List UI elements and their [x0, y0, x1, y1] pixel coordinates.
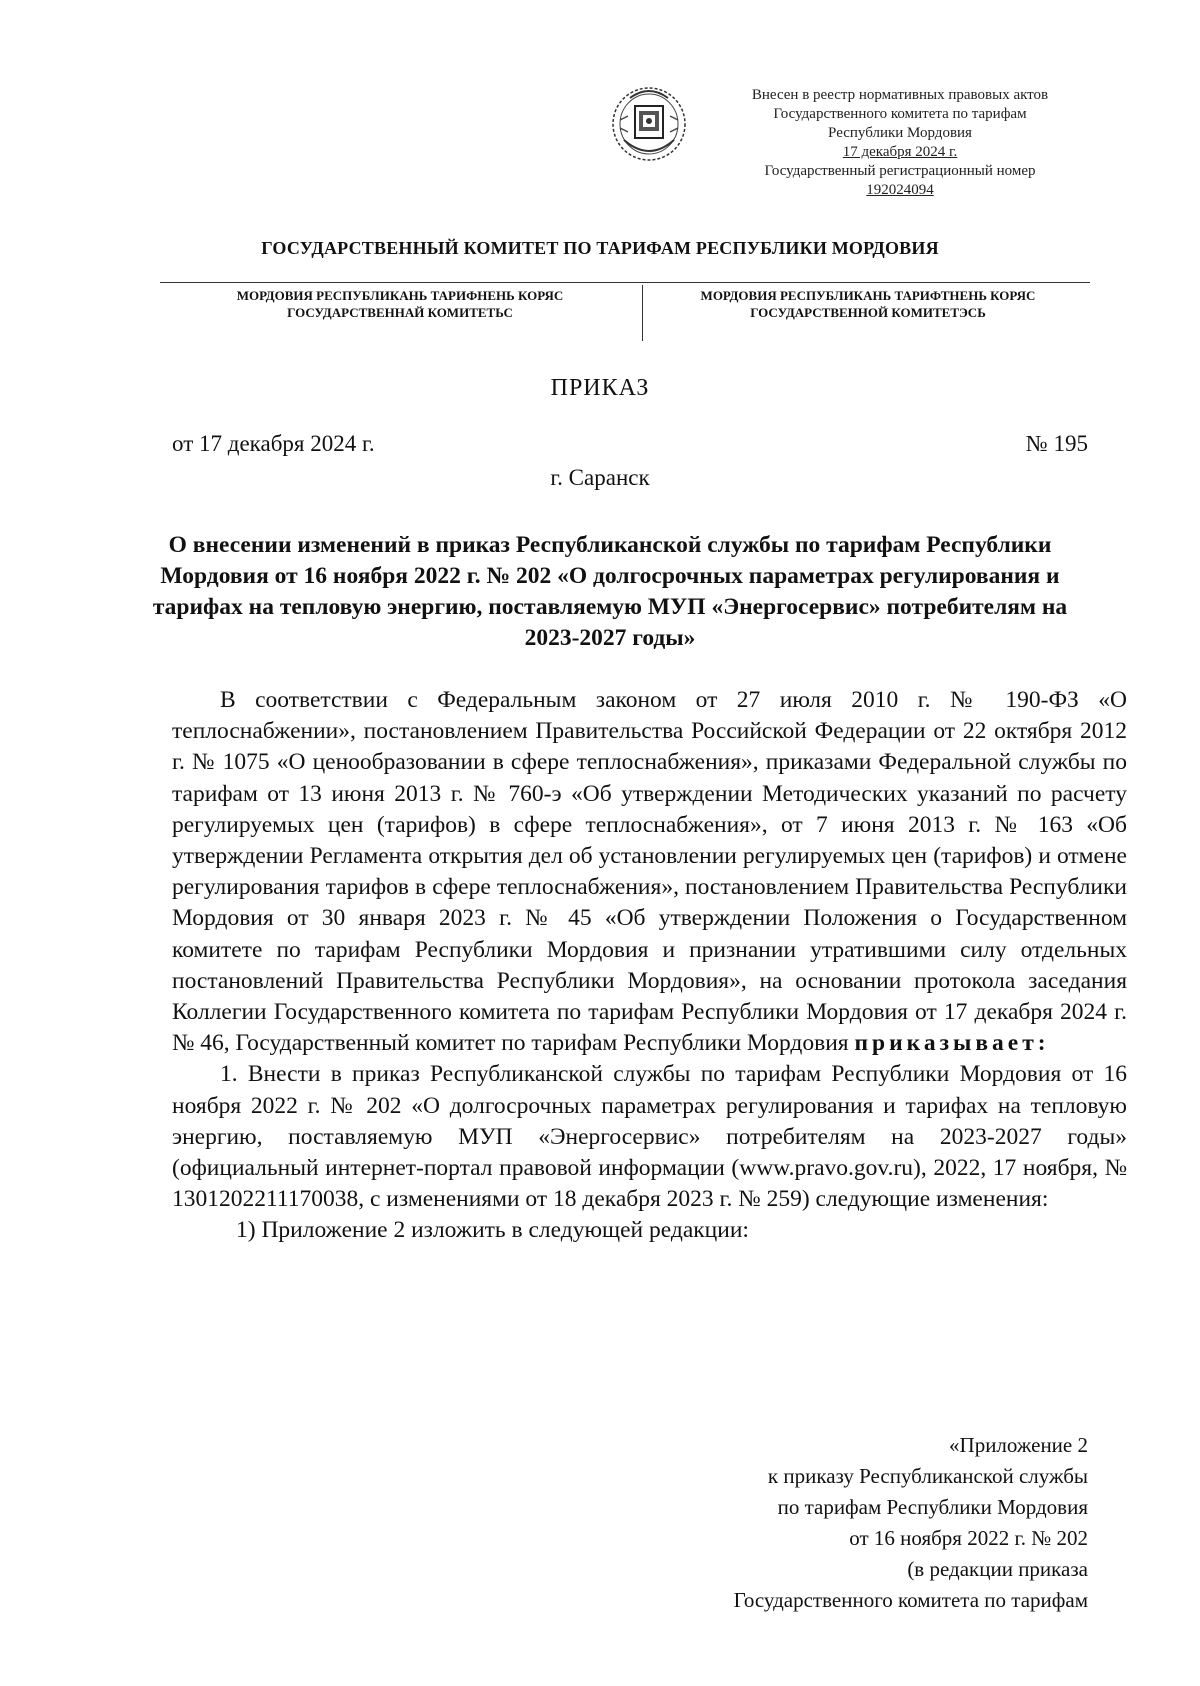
order-title: ПРИКАЗ [550, 375, 650, 401]
registry-line-1: Внесен в реестр нормативных правовых актов [751, 87, 1049, 103]
order-subject: О внесении изменений в приказ Республиканской службы по тарифам Республики Мордовия от 16 ноября 2022 г. № 202 «О долгосрочных параметрах регулирования и тарифах на тепловую энергию, поставляемую МУП «Энергосервис» потребителям на 2023-2027 годы» [152, 532, 1068, 651]
appendix-line-3: по тарифам Республики Мордовия [777, 1495, 1088, 1519]
appendix-line-1: «Приложение 2 [949, 1433, 1088, 1457]
column-divider [642, 285, 643, 341]
translation-right-line-1: МОРДОВИЯ РЕСПУБЛИКАНЬ ТАРИФТНЕНЬ КОРЯС [700, 288, 1036, 303]
translation-right-line-2: ГОСУДАРСТВЕННОЙ КОМИТЕТЭСЬ [750, 305, 986, 320]
appendix-header [568, 1430, 1088, 1616]
translation-left [160, 287, 640, 321]
registry-number: 192024094 [866, 182, 934, 198]
item-1-1-paragraph: 1) Приложение 2 изложить в следующей редакции: [236, 1217, 749, 1244]
translation-left-line-1: МОРДОВИЯ РЕСПУБЛИКАНЬ ТАРИФНЕНЬ КОРЯС [236, 288, 564, 303]
order-number: № 195 [1025, 431, 1088, 456]
appendix-line-6: Государственного комитета по тарифам [733, 1588, 1088, 1612]
appendix-line-5: (в редакции приказа [907, 1557, 1088, 1581]
committee-name-translations [160, 282, 1090, 343]
registry-line-5: Государственный регистрационный номер [764, 163, 1036, 179]
translation-left-line-2: ГОСУДАРСТВЕННАЙ КОМИТЕТЬС [287, 305, 513, 320]
item-1-paragraph: 1. Внести в приказ Республиканской службы по тарифам Республики Мордовия от 16 ноября 2022 г. № 202 «О долгосрочных параметрах регулирования и тарифах на тепловую энергию, поставляемую МУП «Энергосервис» потребителям на 2023-2027 годы» (официальный интернет-портал правовой информации (www.pravo.gov.ru), 2022, 17 ноября, № 1301202211170038, с изменениями от 18 декабря 2023 г. № 259) следующие изменения: [172, 1061, 1127, 1213]
registry-line-2: Государственного комитета по тарифам [773, 106, 1027, 122]
order-body [172, 685, 1127, 1247]
committee-name: ГОСУДАРСТВЕННЫЙ КОМИТЕТ ПО ТАРИФАМ РЕСПУБЛИКИ МОРДОВИЯ [261, 238, 939, 258]
order-city: г. Саранск [550, 465, 650, 490]
appendix-line-2: к приказу Республиканской службы [767, 1464, 1088, 1488]
preamble-paragraph [172, 685, 1127, 1059]
orders-word: приказывает: [854, 1030, 1050, 1057]
preamble-text: В соответствии с Федеральным законом от 27 июля 2010 г. № 190-ФЗ «О теплоснабжении», постановлением Правительства Российской Федерации от 22 октября 2012 г. № 1075 «О ценообразовании в сфере теплоснабжения», приказами Федеральной службы по тарифам от 13 июня 2013 г. № 760-э «Об утверждении Методических указаний по расчету регулируемых цен (тарифов) в сфере теплоснабжения», от 7 июня 2013 г. № 163 «Об утверждении Регламента открытия дел об установлении регулируемых цен (тарифов) и отмене регулирования тарифов в сфере теплоснабжения», постановлением Правительства Республики Мордовия от 30 января 2023 г. № 45 «Об утверждении Положения о Государственном комитете по тарифам Республики Мордовия и признании утратившими силу отдельных постановлений Правительства Республики Мордовия», на основании протокола заседания Коллегии Государственного комитета по тарифам Республики Мордовия от 17 декабря 2024 г. № 46, Государственный комитет по тарифам Республики Мордовия [172, 687, 1127, 1057]
appendix-line-4: от 16 ноября 2022 г. № 202 [849, 1526, 1088, 1550]
translation-right [648, 287, 1088, 321]
registry-date: 17 декабря 2024 г. [842, 144, 958, 160]
registry-line-3: Республики Мордовия [828, 125, 972, 141]
coat-of-arms-emblem [610, 80, 688, 164]
registry-note [720, 86, 1080, 200]
order-date: от 17 декабря 2024 г. [172, 431, 375, 456]
